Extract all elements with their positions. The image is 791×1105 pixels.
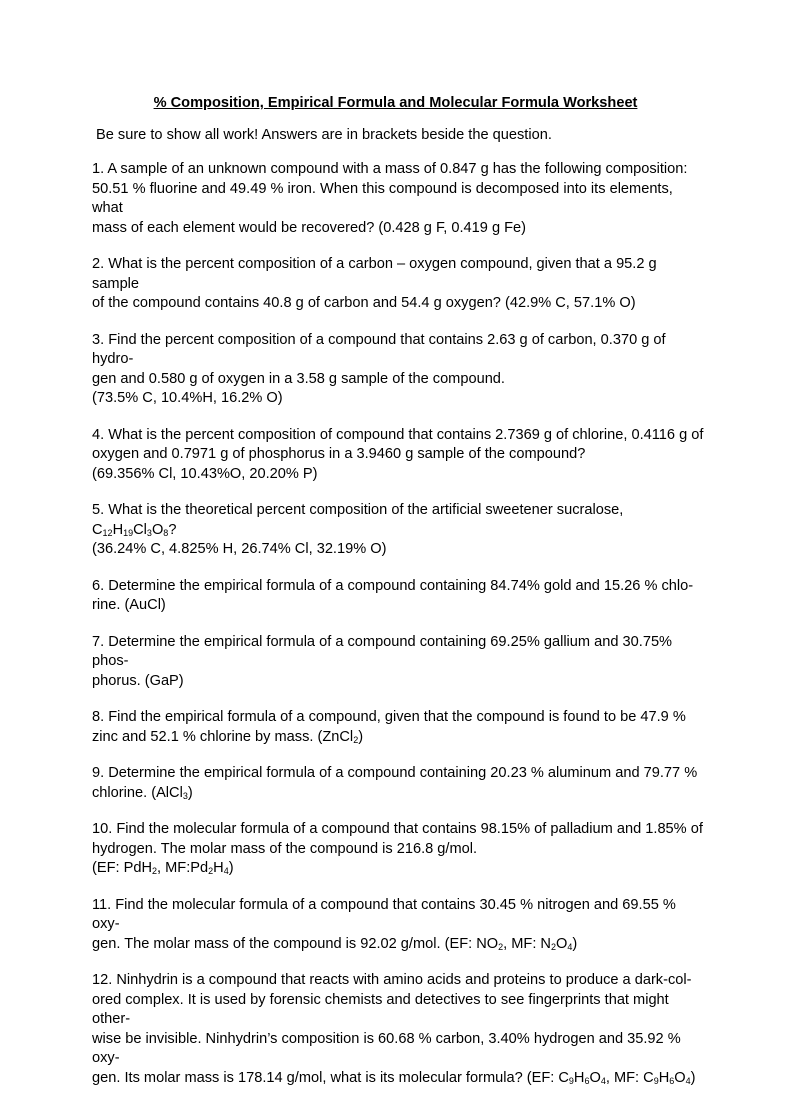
question-item <box>92 255 706 314</box>
question-item <box>92 896 706 955</box>
question-line: 3. Find the percent composition of a compound that contains 2.63 g of carbon, 0.370 g of hydro- <box>92 331 666 367</box>
question-line: 5. What is the theoretical percent composition of the artificial sweetener sucralose, $C_{12}H_{19}Cl_3O_8$? <box>92 502 624 538</box>
question-item <box>92 501 706 560</box>
question-line: 12. Ninhydrin is a compound that reacts with amino acids and proteins to produce a dark-col- <box>92 972 692 988</box>
instructions-text: Be sure to show all work! Answers are in brackets beside the question. <box>96 127 552 143</box>
question-line: 11. Find the molecular formula of a compound that contains 30.45 % nitrogen and 69.55 % oxy- <box>92 896 676 932</box>
question-item <box>92 331 706 409</box>
question-line: phorus. (GaP) <box>92 672 184 689</box>
question-line: 50.51 % fluorine and 49.49 % iron. When this compound is decomposed into its elements, what <box>92 180 673 216</box>
question-line: 10. Find the molecular formula of a compound that contains 98.15% of palladium and 1.85% of <box>92 821 703 837</box>
question-line: 1. A sample of an unknown compound with a mass of 0.847 g has the following composition: <box>92 161 688 177</box>
question-line: hydrogen. The molar mass of the compound is 216.8 g/mol. <box>92 840 478 857</box>
question-line: 9. Determine the empirical formula of a compound containing 20.23 % aluminum and 79.77 % <box>92 765 698 781</box>
question-item <box>92 160 706 238</box>
question-line: gen and 0.580 g of oxygen in a 3.58 g sample of the compound. <box>92 370 505 387</box>
question-line: of the compound contains 40.8 g of carbon and 54.4 g oxygen? (42.9% C, 57.1% O) <box>92 295 636 311</box>
question-item <box>92 971 706 1088</box>
question-line: gen. Its molar mass is 178.14 g/mol, what is its molecular formula? (EF: $C_9H_6O_4$, MF: $C_9H_6O_4$) <box>92 1069 696 1086</box>
question-line: 4. What is the percent composition of compound that contains 2.7369 g of chlorine, 0.4116 g of <box>92 426 704 443</box>
question-item <box>92 764 706 803</box>
question-list <box>92 160 706 1105</box>
question-line: mass of each element would be recovered? (0.428 g F, 0.419 g Fe) <box>92 219 527 236</box>
question-line: gen. The molar mass of the compound is 92.02 g/mol. (EF: $NO_2$, MF: $N_2O_4$) <box>92 935 578 952</box>
question-line: (73.5% C, 10.4%H, 16.2% O) <box>92 390 283 406</box>
question-line: 2. What is the percent composition of a carbon – oxygen compound, given that a 95.2 g sample <box>92 256 657 292</box>
question-item <box>92 633 706 692</box>
question-item <box>92 426 706 485</box>
question-line: chlorine. (AlCl$_3$) <box>92 784 193 801</box>
question-line: zinc and 52.1 % chlorine by mass. (ZnCl$_2$) <box>92 728 364 745</box>
question-line: 7. Determine the empirical formula of a compound containing 69.25% gallium and 30.75% phos- <box>92 633 673 669</box>
question-item <box>92 820 706 879</box>
question-line: rine. (AuCl) <box>92 597 166 613</box>
question-line: (36.24% C, 4.825% H, 26.74% Cl, 32.19% O) <box>92 541 387 557</box>
worksheet-title: % Composition, Empirical Formula and Molecular Formula Worksheet <box>153 95 638 111</box>
question-line: oxygen and 0.7971 g of phosphorus in a 3.9460 g sample of the compound? <box>92 446 586 462</box>
question-line: ored complex. It is used by forensic chemists and detectives to see fingerprints that might other- <box>92 991 669 1027</box>
question-item <box>92 708 706 747</box>
question-item <box>92 577 706 616</box>
question-line: 6. Determine the empirical formula of a compound containing 84.74% gold and 15.26 % chlo- <box>92 577 694 594</box>
question-line: (69.356% Cl, 10.43%O, 20.20% P) <box>92 465 318 482</box>
question-line: 8. Find the empirical formula of a compound, given that the compound is found to be 47.9 % <box>92 709 686 725</box>
question-line: (EF: PdH$_2$, $MF:Pd_2H_4$) <box>92 860 234 876</box>
question-line: wise be invisible. Ninhydrin’s composition is 60.68 % carbon, 3.40% hydrogen and 35.92 % oxy- <box>92 1030 681 1066</box>
